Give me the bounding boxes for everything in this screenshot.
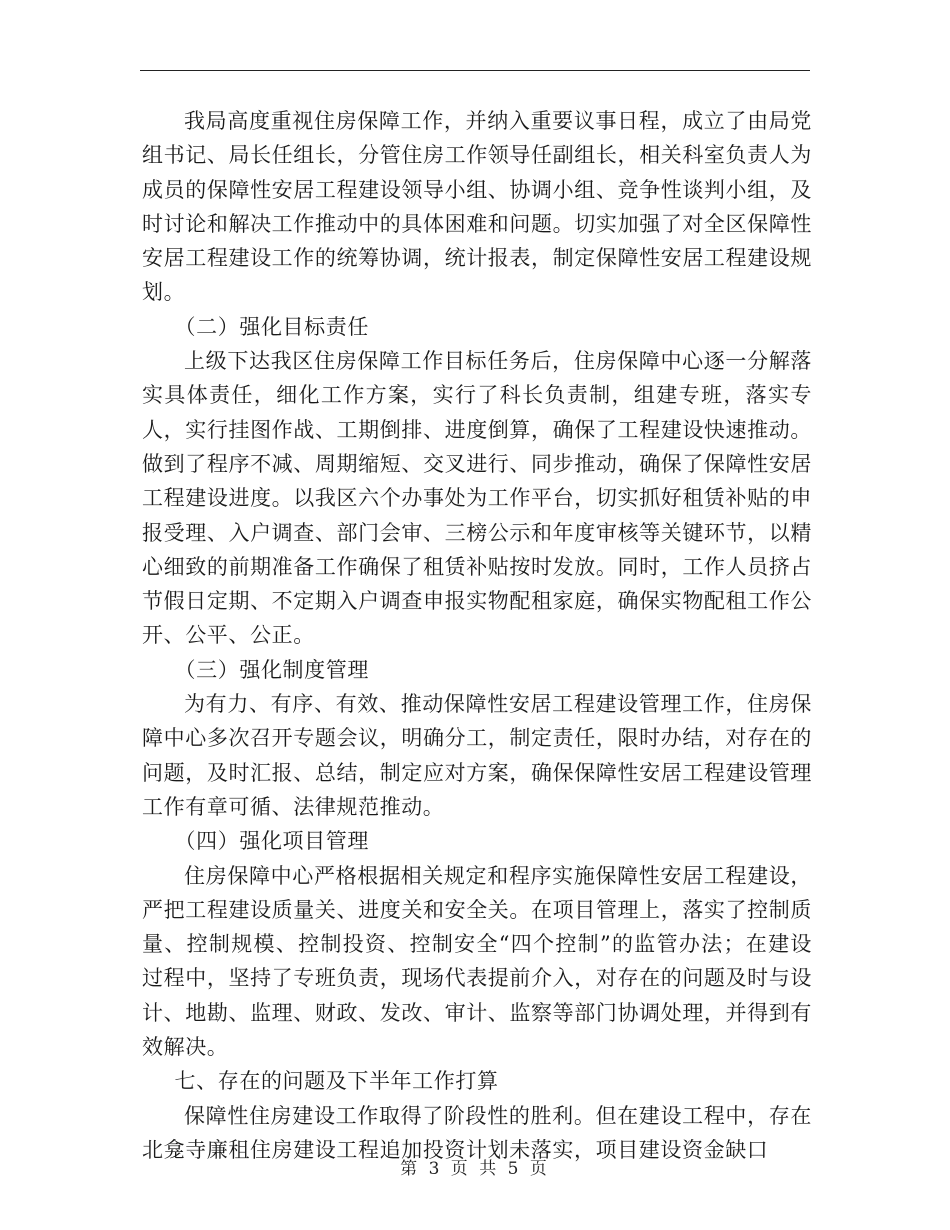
- heading-system-management: （三）强化制度管理: [174, 657, 369, 682]
- paragraph-project-management: 住房保障中心严格根据相关规定和程序实施保障性安居工程建设，严把工程建设质量关、进度关和安全关。在项目管理上，落实了控制质量、控制规模、控制投资、控制安全“四个控制”的监管办法；在建设过程中，坚持了专班负责，现场代表提前介入，对存在的问题及时与设计、地勘、监理、财政、发改、审计、监察等部门协调处理，并得到有效解决。: [142, 863, 812, 1060]
- heading-target-responsibility: （二）强化目标责任: [174, 314, 369, 339]
- header-rule: [140, 70, 810, 71]
- heading-project-management: （四）强化项目管理: [174, 829, 369, 854]
- page-footer: 第 3 页 共 5 页: [400, 1159, 550, 1179]
- paragraph-system-management: 为有力、有序、有效、推动保障性安居工程建设管理工作，住房保障中心多次召开专题会议，明确分工，制定责任，限时办结，对存在的问题，及时汇报、总结，制定应对方案，确保保障性安居工程建设管理工作有章可循、法律规范推动。: [142, 692, 812, 819]
- paragraph-target-responsibility: 上级下达我区住房保障工作目标任务后，住房保障中心逐一分解落实具体责任，细化工作方案，实行了科长负责制，组建专班，落实专人，实行挂图作战、工期倒排、进度倒算，确保了工程建设快速推动。做到了程序不减、周期缩短、交叉进行、同步推动，确保了保障性安居工程建设进度。以我区六个办事处为工作平台，切实抓好租赁补贴的申报受理、入户调查、部门会审、三榜公示和年度审核等关键环节，以精心细致的前期准备工作确保了租赁补贴按时发放。同时，工作人员挤占节假日定期、不定期入户调查申报实物配租家庭，确保实物配租工作公开、公平、公正。: [142, 349, 812, 648]
- heading-problems-plans: 七、存在的问题及下半年工作打算: [174, 1069, 499, 1094]
- document-body: [142, 104, 812, 1167]
- paragraph-leadership-group: 我局高度重视住房保障工作，并纳入重要议事日程，成立了由局党组书记、局长任组长，分管住房工作领导任副组长，相关科室负责人为成员的保障性安居工程建设领导小组、协调小组、竞争性谈判小组，及时讨论和解决工作推动中的具体困难和问题。切实加强了对全区保障性安居工程建设工作的统筹协调，统计报表，制定保障性安居工程建设规划。: [142, 109, 812, 305]
- paragraph-problems-plans: 保障性住房建设工作取得了阶段性的胜利。但在建设工程中，存在北龛寺廉租住房建设工程追加投资计划未落实，项目建设资金缺口: [142, 1103, 812, 1162]
